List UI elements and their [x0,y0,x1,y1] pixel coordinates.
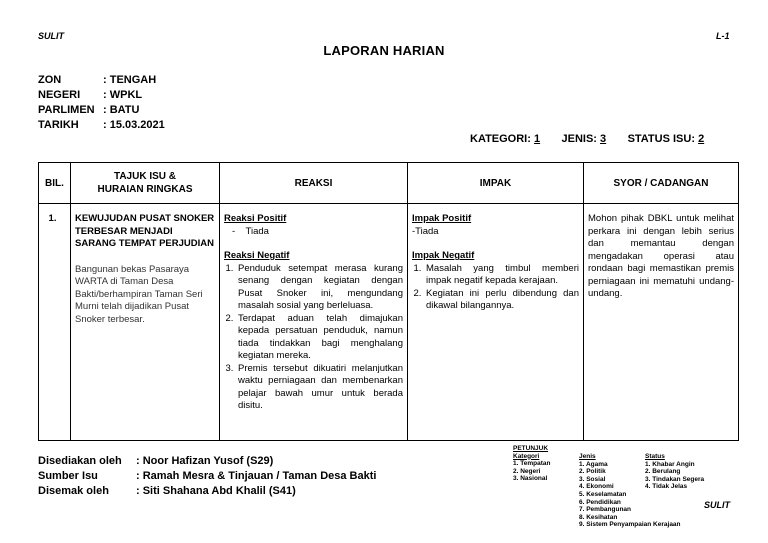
impak-positif-item: -Tiada [412,225,439,237]
info-value: : BATU [103,104,140,116]
legend-item: 3. Tindakan Segera [645,475,705,483]
footer-value: : Noor Hafizan Yusof (S29) [136,455,274,467]
header-syor: SYOR / CADANGAN [584,163,739,204]
impak-positif-label: Impak Positif [412,213,472,224]
status-label: STATUS ISU: [627,133,695,145]
cell-syor [584,204,739,441]
footer-row-disediakan [38,454,376,469]
report-table [38,162,739,441]
footer-block [38,454,376,499]
header-impak: IMPAK [408,163,584,204]
info-value: : 15.03.2021 [103,119,165,131]
reaksi-positif-item: - Tiada [232,225,269,237]
info-block [38,73,165,133]
info-value: : TENGAH [103,74,157,86]
cell-bil [39,204,71,441]
footer-value: : Ramah Mesra & Tinjauan / Taman Desa Bakti [136,470,377,482]
legend-petunjuk [513,445,550,483]
impak-negatif-list [412,263,579,313]
cell-reaksi [220,204,408,441]
legend-status-title: Status [645,453,665,460]
legend-item: 6. Pendidikan [579,498,621,506]
jenis-value: 3 [600,133,607,145]
legend-item: 5. Keselamatan [579,490,627,498]
header-tajuk-line2: HURAIAN RINGKAS [97,184,193,195]
legend-item: 2. Berulang [645,468,681,476]
footer-label: Disediakan oleh [38,455,122,467]
classification-label: SULIT [38,31,64,41]
table-header-row [39,163,739,204]
info-row-zon [38,73,165,88]
issue-title: KEWUJUDAN PUSAT SNOKER TERBESAR MENJADI SARANG TEMPAT PERJUDIAN [75,213,215,249]
info-row-parlimen [38,103,165,118]
footer-row-disemak [38,484,376,499]
list-item: 2. Terdapat aduan telah dimajukan kepada persatuan penduduk, namun tiada tindakkan bagi menghalang kegiatan mereka. [236,313,403,363]
list-item: 1. Masalah yang timbul memberi impak negatif kepada kerajaan. [424,263,579,288]
header-bil: BIL. [39,163,71,204]
legend-item: 3. Nasional [513,475,548,483]
kategori-value: 1 [533,133,541,145]
status-value: 2 [698,133,705,145]
kategori-label: KATEGORI: [470,133,531,145]
classification-meta [470,133,704,145]
legend-item: 7. Pembangunan [579,506,632,514]
cell-tajuk [71,204,220,441]
legend-item: 4. Ekonomi [579,483,614,491]
reaksi-negatif-label: Reaksi Negatif [224,250,290,261]
legend-petunjuk-title: PETUNJUK [513,445,549,452]
info-label: TARIKH [38,119,79,131]
legend-status [645,453,704,491]
impak-negatif-label: Impak Negatif [412,250,475,261]
footer-row-sumber [38,469,376,484]
page-title: LAPORAN HARIAN [323,43,445,58]
syor-text: Mohon pihak DBKL untuk melihat perkara ini dengan lebih serius dan memantau dengan mengadakan operasi atau rondaan bagi memastikan premis perniagaan ini mematuhi undang-undang. [588,213,734,299]
info-value: : WPKL [103,89,143,101]
list-item: 2. Kegiatan ini perlu dibendung dan dikawal bilangannya. [424,288,579,313]
header-reaksi: REAKSI [220,163,408,204]
info-label: ZON [38,74,62,86]
reaksi-negatif-list [224,263,403,413]
header-tajuk-line1: TAJUK ISU & [113,171,177,182]
jenis-label: JENIS: [561,133,597,145]
list-item: 3. Premis tersebut dikuatiri melanjutkan waktu perniagaan dan membenarkan pelajar bawah umur untuk berada disitu. [236,363,403,413]
legend-item: 1. Agama [579,460,608,468]
legend-kategori-title: Kategori [513,452,540,460]
legend-item: 2. Politik [579,468,606,476]
row-number: 1. [48,213,57,224]
legend-item: 1. Khabar Angin [645,460,695,468]
legend-item: 9. Sistem Penyampaian Kerajaan [579,521,681,529]
legend-item: 2. Negeri [513,467,541,475]
list-item: 1. Penduduk setempat merasa kurang senang dengan kegiatan dengan Pusat Snoker ini, mengundang masalah sosial yang berleluasa. [236,263,403,313]
table-row [39,204,739,441]
footer-value: : Siti Shahana Abd Khalil (S41) [136,485,296,497]
header-tajuk [71,163,220,204]
legend-item: 3. Sosial [579,475,606,483]
legend-jenis-title: Jenis [579,453,596,460]
info-label: NEGERI [38,89,81,101]
cell-impak [408,204,584,441]
legend-item: 4. Tidak Jelas [645,483,688,491]
info-label: PARLIMEN [38,104,95,116]
footer-label: Sumber Isu [38,470,98,482]
footer-label: Disemak oleh [38,485,109,497]
issue-description: Bangunan bekas Pasaraya WARTA di Taman Desa Bakti/berhampiran Taman Seri Murni telah dijadikan Pusat Snoker terbesar. [75,263,203,325]
reaksi-positif-label: Reaksi Positif [224,213,287,224]
info-row-negeri [38,88,165,103]
document-code: L-1 [716,31,730,41]
legend-item: 8. Kesihatan [579,513,618,521]
info-row-tarikh [38,118,165,133]
bottom-classification-label: SULIT [704,500,730,510]
legend-item: 1. Tempatan [513,460,551,468]
